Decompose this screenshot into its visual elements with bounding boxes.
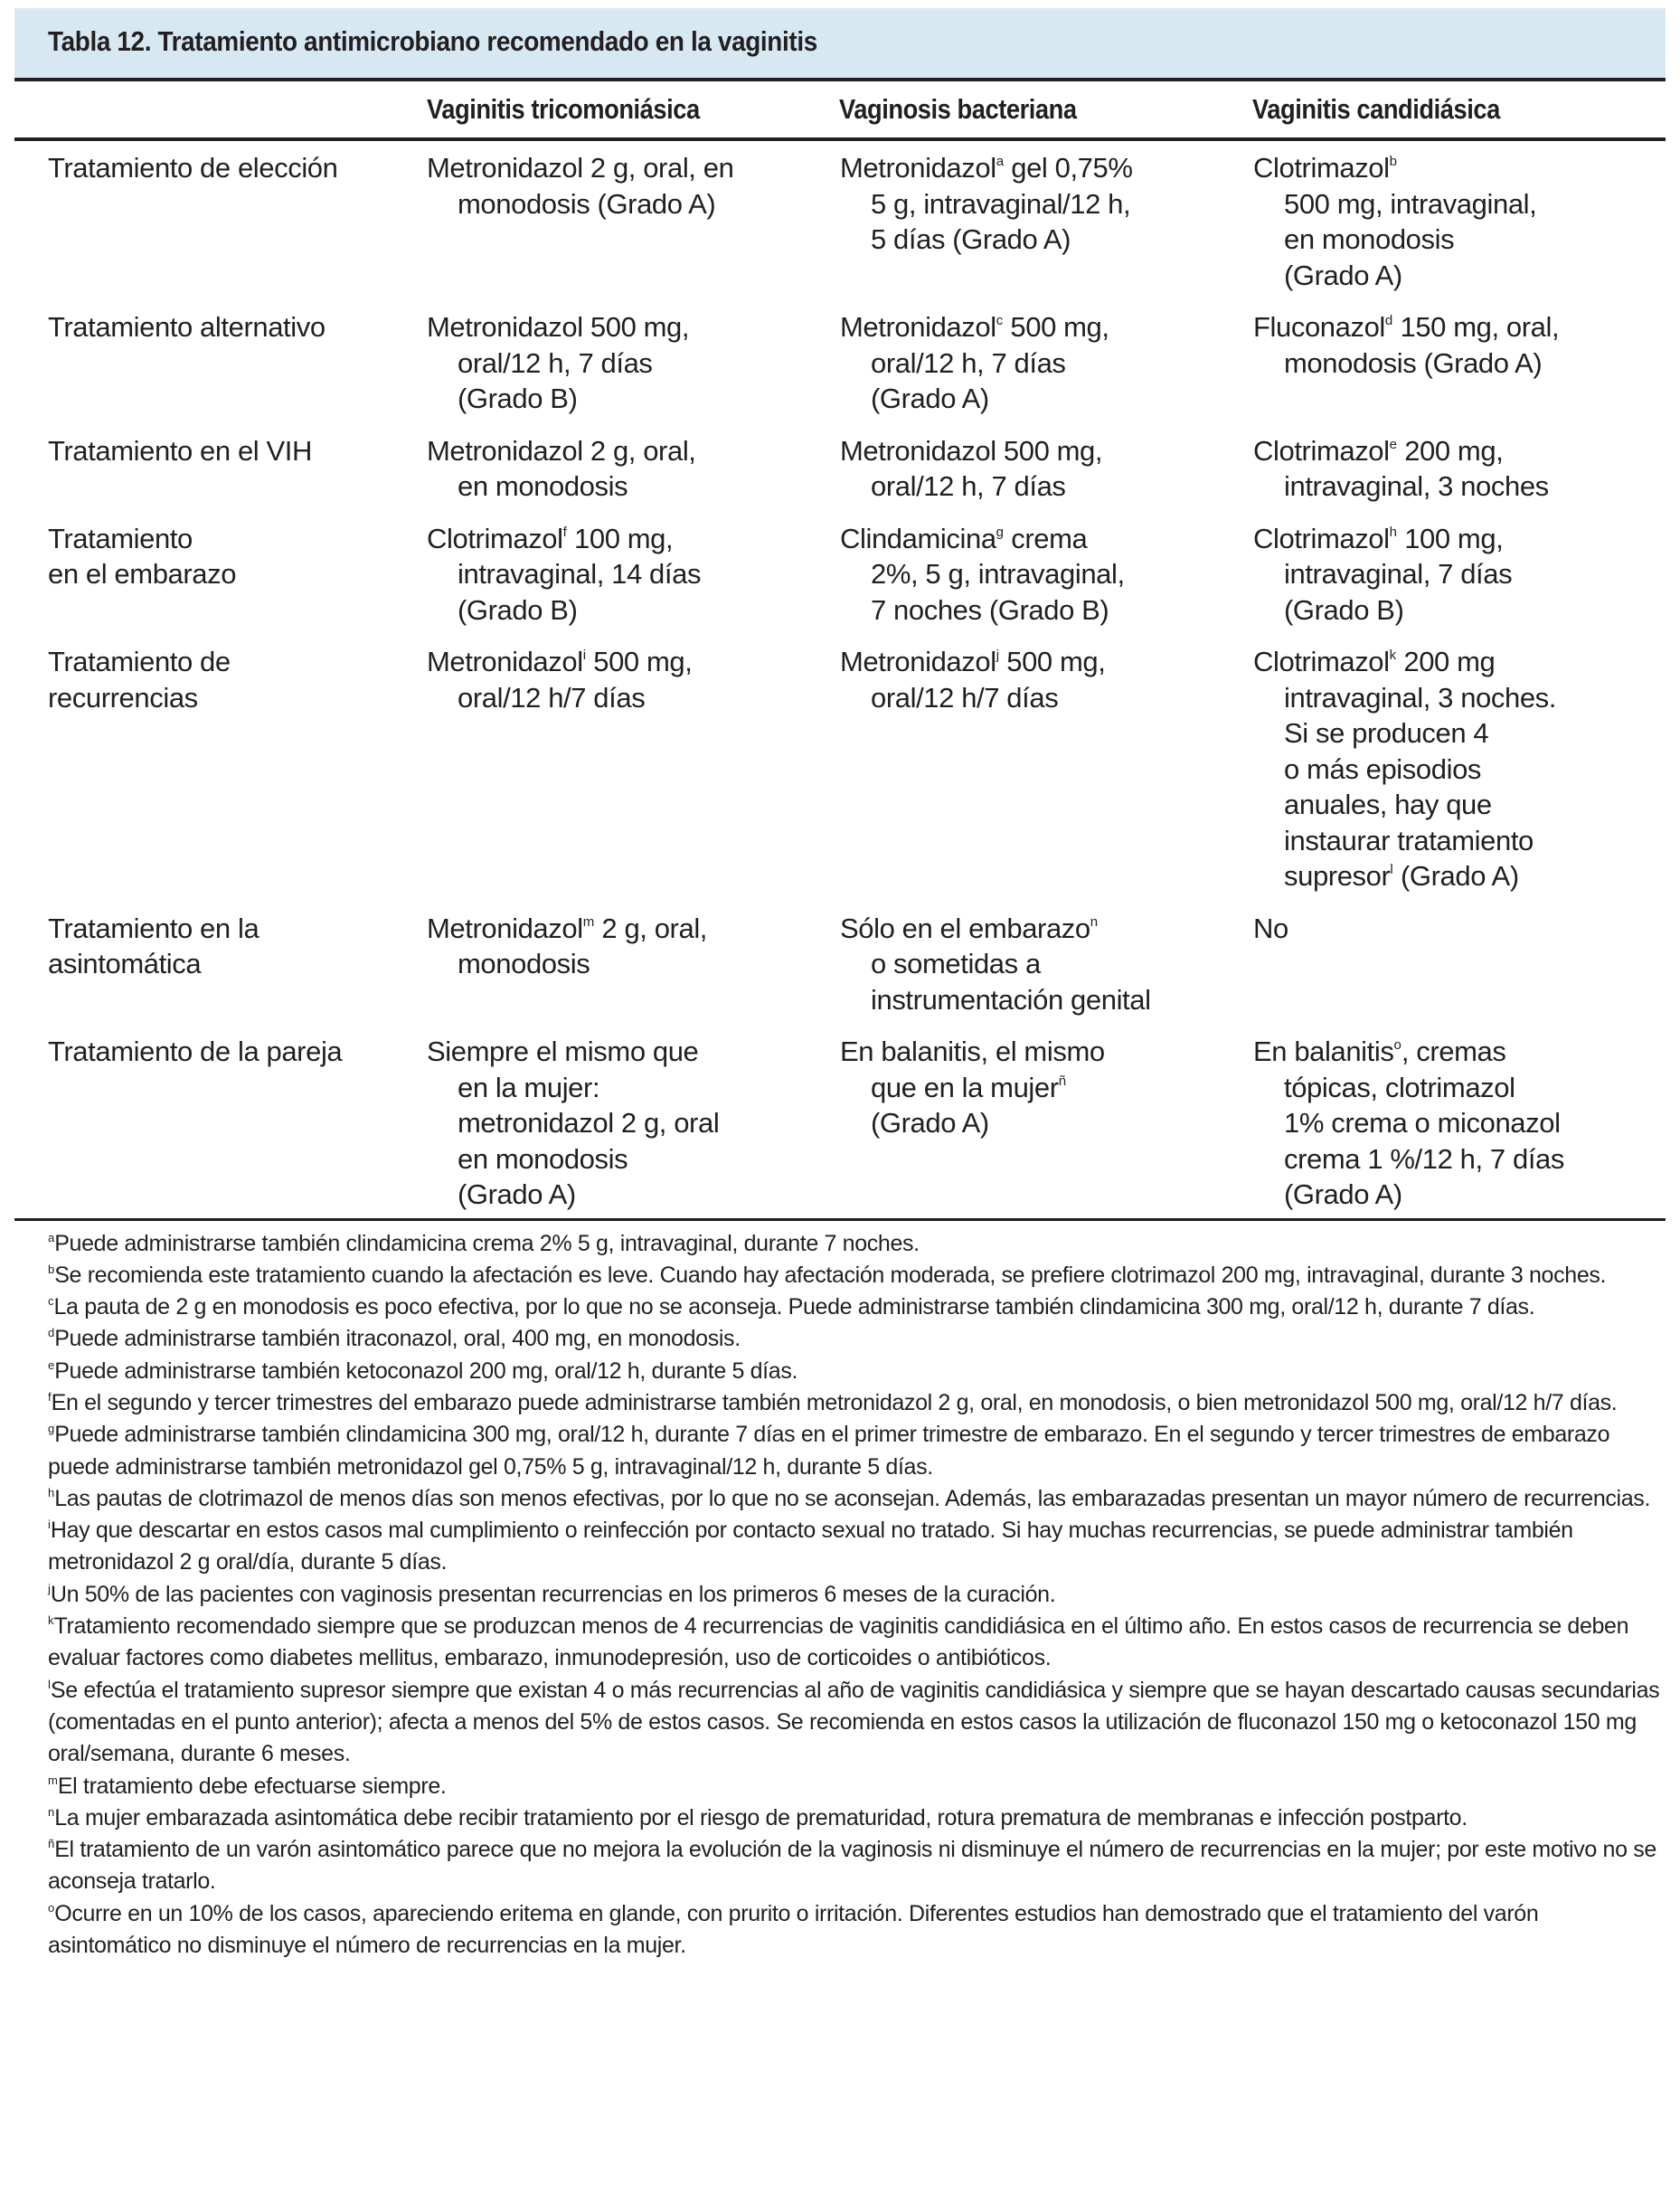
cell-line bbox=[840, 222, 1251, 258]
row-label-line: Tratamiento en el VIH bbox=[48, 434, 312, 467]
cell-text: Metronidazol bbox=[427, 646, 583, 677]
footnote-text: Tratamiento recomendado siempre que se produzcan menos de 4 recurrencias de vaginitis candidiásica en el último año. En estos casos de recurrencia se deben evaluar factores como diabetes mellitus, embarazo, inmunodepresión, uso de corticoides o antibióticos. bbox=[48, 1613, 1629, 1671]
cell-line bbox=[427, 521, 838, 557]
footnote-marker: g bbox=[48, 1422, 55, 1436]
footnote-marker: c bbox=[996, 313, 1004, 328]
row-label bbox=[14, 300, 427, 424]
cell-line bbox=[1253, 345, 1665, 382]
cell-line bbox=[1253, 309, 1665, 345]
cell-text: 1% crema o miconazol bbox=[1284, 1107, 1561, 1139]
footnote-marker: ñ bbox=[48, 1837, 55, 1851]
table-title: Tabla 12. Tratamiento antimicrobiano recomendado en la vaginitis bbox=[48, 24, 817, 57]
cell-text: 2%, 5 g, intravaginal, bbox=[871, 558, 1125, 590]
footnote bbox=[48, 1834, 1666, 1898]
cell-text-after: 200 mg, bbox=[1396, 434, 1504, 467]
cell-line bbox=[427, 680, 838, 716]
cell-line bbox=[840, 644, 1251, 680]
footnote-marker: n bbox=[1090, 913, 1099, 930]
cell-line bbox=[427, 186, 838, 222]
cell-line bbox=[1253, 1034, 1665, 1070]
cell-line bbox=[1253, 787, 1665, 823]
column-header-candida: Vaginitis candidiásica bbox=[1252, 81, 1666, 139]
cell-line bbox=[1253, 521, 1665, 557]
row-label-line: Tratamiento de la pareja bbox=[48, 1036, 343, 1067]
footnote-text: La mujer embarazada asintomática debe recibir tratamiento por el riesgo de prematuridad, rotura prematura de membranas e infección postparto. bbox=[54, 1804, 1468, 1830]
cell-text-after: 500 mg, bbox=[999, 646, 1106, 677]
cell-line bbox=[840, 309, 1251, 345]
table-title-band bbox=[14, 8, 1666, 81]
cell-text: supresor bbox=[1284, 860, 1391, 892]
treatment-table bbox=[14, 81, 1666, 1221]
column-header-empty bbox=[14, 81, 427, 139]
footnote-marker: d bbox=[48, 1326, 55, 1340]
cell-line bbox=[427, 150, 838, 186]
cell-text-after: 100 mg, bbox=[1396, 522, 1504, 554]
cell-line bbox=[1253, 433, 1665, 469]
cell-text: Clotrimazol bbox=[1253, 646, 1390, 677]
cell-line bbox=[1253, 556, 1665, 592]
cell-text: Clotrimazol bbox=[1253, 152, 1390, 184]
cell-text-after: 100 mg, bbox=[566, 522, 674, 554]
cell-text: (Grado A) bbox=[1284, 259, 1402, 291]
cell-line bbox=[427, 309, 838, 345]
cell-line bbox=[1253, 468, 1665, 505]
footnote-marker: o bbox=[1393, 1037, 1402, 1053]
cell-line bbox=[427, 592, 838, 629]
footnote-marker: b bbox=[1389, 154, 1397, 169]
footnotes bbox=[14, 1221, 1666, 1963]
footnote-marker: f bbox=[562, 524, 567, 540]
cell-bacterial-vaginosis bbox=[839, 1025, 1252, 1219]
cell-text: en monodosis bbox=[458, 470, 628, 502]
cell-text: Clindamicina bbox=[840, 522, 996, 554]
cell-bacterial-vaginosis bbox=[839, 424, 1252, 512]
cell-text: 500 mg, intravaginal, bbox=[1284, 187, 1537, 220]
table-document bbox=[14, 8, 1666, 1962]
cell-text: en monodosis bbox=[1284, 223, 1455, 255]
footnote-text: Se recomienda este tratamiento cuando la afectación es leve. Cuando hay afectación moderada, se prefiere clotrimazol 200 mg, intravaginal, durante 3 noches. bbox=[54, 1262, 1607, 1288]
cell-text: Metronidazol bbox=[427, 912, 583, 944]
footnote-text: La pauta de 2 g en monodosis es poco efectiva, por lo que no se aconseja. Puede administrarse también clindamicina 300 mg, oral/12 h, durante 7 días. bbox=[53, 1294, 1535, 1320]
cell-text: intravaginal, 7 días bbox=[1284, 558, 1513, 590]
cell-text: anuales, hay que bbox=[1284, 789, 1492, 820]
cell-line bbox=[427, 644, 838, 680]
cell-trichomonas bbox=[427, 424, 839, 512]
cell-text: (Grado A) bbox=[1284, 1178, 1402, 1210]
cell-text-after: 500 mg, bbox=[1003, 311, 1109, 343]
cell-text: Sólo en el embarazo bbox=[840, 912, 1090, 944]
footnote-marker: n bbox=[48, 1804, 55, 1819]
column-header-bacterial-vaginosis: Vaginosis bacteriana bbox=[839, 81, 1252, 139]
cell-line bbox=[840, 1105, 1251, 1141]
cell-line bbox=[840, 186, 1251, 222]
cell-line bbox=[1253, 1177, 1665, 1213]
cell-text: intravaginal, 3 noches bbox=[1284, 470, 1549, 502]
cell-text-after: gel 0,75% bbox=[1004, 152, 1133, 184]
table-row bbox=[14, 902, 1666, 1026]
cell-text: (Grado B) bbox=[1284, 593, 1404, 626]
cell-text: en la mujer: bbox=[458, 1071, 600, 1103]
row-label bbox=[14, 139, 427, 300]
cell-line bbox=[427, 1141, 838, 1178]
footnote-marker: b bbox=[48, 1262, 55, 1276]
cell-text: Si se producen 4 bbox=[1284, 717, 1489, 749]
footnote bbox=[48, 1675, 1666, 1771]
footnote-text: Puede administrarse también clindamicina 300 mg, oral/12 h, durante 7 días en el primer trimestre de embarazo. En el segundo y tercer trimestres de embarazo puede administrarse también metronidazol gel 0,75% 5 g, intravaginal/12 h, durante 5 días. bbox=[48, 1422, 1610, 1480]
cell-line bbox=[840, 468, 1251, 505]
cell-text: Fluconazol bbox=[1253, 311, 1385, 343]
footnote-text: Se efectúa el tratamiento supresor siempre que existan 4 o más recurrencias al año de vaginitis candidiásica y siempre que se hayan descartado causas secundarias (comentadas en el punto anterior); afecta a menos del 5% de estos casos. Se recomienda en estos casos la utilización de fluconazol 150 mg o ketoconazol 150 mg oral/semana, durante 6 meses. bbox=[48, 1677, 1660, 1767]
cell-text-after: 500 mg, bbox=[586, 646, 693, 677]
cell-line bbox=[1253, 1070, 1665, 1106]
footnote-text: Hay que descartar en estos casos mal cumplimiento o reinfección por contacto sexual no tratado. Si hay muchas recurrencias, se puede administrar también metronidazol 2 g oral/día, durante 5 días. bbox=[48, 1518, 1573, 1575]
cell-line bbox=[840, 592, 1251, 629]
footnote-marker: m bbox=[582, 913, 595, 930]
row-label-line: asintomática bbox=[48, 948, 202, 979]
row-label-line: Tratamiento alternativo bbox=[48, 311, 326, 343]
cell-line bbox=[427, 468, 838, 505]
cell-line bbox=[1253, 911, 1665, 947]
cell-trichomonas bbox=[427, 1025, 839, 1219]
footnote bbox=[48, 1291, 1666, 1323]
row-label bbox=[14, 424, 427, 512]
footnote-marker: o bbox=[48, 1900, 55, 1915]
row-label-line: Tratamiento bbox=[48, 522, 193, 554]
footnote bbox=[48, 1228, 1666, 1260]
cell-line bbox=[427, 433, 838, 469]
column-header-trichomonas: Vaginitis tricomoniásica bbox=[427, 81, 839, 139]
cell-line bbox=[840, 345, 1251, 382]
footnote-marker: i bbox=[582, 648, 587, 663]
footnote-marker: l bbox=[48, 1677, 51, 1691]
row-label-line: Tratamiento de elección bbox=[48, 152, 338, 184]
footnote bbox=[48, 1356, 1666, 1387]
cell-text: En balanitis, el mismo bbox=[840, 1036, 1105, 1067]
table-row bbox=[14, 512, 1666, 636]
cell-text: Metronidazol 2 g, oral, en bbox=[427, 152, 734, 184]
cell-line bbox=[1253, 823, 1665, 859]
cell-line bbox=[1253, 222, 1665, 258]
cell-text: crema 1 %/12 h, 7 días bbox=[1284, 1142, 1564, 1175]
cell-text: Siempre el mismo que bbox=[427, 1036, 699, 1067]
cell-text-after: 150 mg, oral, bbox=[1392, 311, 1560, 343]
footnote bbox=[48, 1898, 1666, 1963]
cell-text: oral/12 h/7 días bbox=[458, 681, 646, 714]
footnote-marker: h bbox=[1389, 524, 1397, 540]
cell-text: Clotrimazol bbox=[1253, 434, 1390, 467]
cell-text: oral/12 h, 7 días bbox=[871, 346, 1066, 379]
cell-bacterial-vaginosis bbox=[839, 512, 1252, 636]
cell-line bbox=[1253, 1141, 1665, 1178]
cell-bacterial-vaginosis bbox=[839, 902, 1252, 1026]
cell-trichomonas bbox=[427, 635, 839, 902]
cell-text: Metronidazol bbox=[840, 646, 996, 677]
cell-line bbox=[1253, 752, 1665, 788]
cell-line bbox=[427, 556, 838, 592]
cell-line bbox=[1253, 258, 1665, 294]
cell-line bbox=[427, 1034, 838, 1070]
cell-text: monodosis (Grado A) bbox=[1284, 346, 1543, 379]
cell-trichomonas bbox=[427, 512, 839, 636]
footnote bbox=[48, 1802, 1666, 1834]
footnote bbox=[48, 1323, 1666, 1355]
cell-line bbox=[1253, 150, 1665, 186]
cell-text: oral/12 h, 7 días bbox=[458, 346, 653, 379]
cell-text: Metronidazol bbox=[840, 311, 996, 343]
cell-line bbox=[427, 381, 838, 417]
footnote-marker: a bbox=[996, 154, 1005, 169]
cell-line bbox=[427, 946, 838, 982]
footnote-marker: h bbox=[48, 1485, 55, 1499]
cell-candida bbox=[1252, 635, 1666, 902]
cell-bacterial-vaginosis bbox=[839, 139, 1252, 300]
table-row bbox=[14, 1025, 1666, 1219]
footnote-marker: g bbox=[996, 524, 1005, 540]
footnote-text: Puede administrarse también clindamicina crema 2% 5 g, intravaginal, durante 7 noches. bbox=[54, 1230, 920, 1256]
cell-line bbox=[427, 1177, 838, 1213]
cell-candida bbox=[1252, 139, 1666, 300]
cell-candida bbox=[1252, 1025, 1666, 1219]
table-row bbox=[14, 139, 1666, 300]
row-label-line: recurrencias bbox=[48, 681, 198, 714]
cell-bacterial-vaginosis bbox=[839, 300, 1252, 424]
cell-text: Clotrimazol bbox=[1253, 522, 1390, 554]
cell-line bbox=[840, 982, 1251, 1018]
cell-line bbox=[840, 680, 1251, 716]
footnote-text: Puede administrarse también itraconazol, oral, 400 mg, en monodosis. bbox=[54, 1326, 741, 1352]
cell-line bbox=[1253, 1105, 1665, 1141]
footnote-marker: c bbox=[48, 1294, 54, 1309]
cell-line bbox=[1253, 858, 1665, 894]
row-label-line: Tratamiento de bbox=[48, 646, 231, 677]
cell-line bbox=[840, 381, 1251, 417]
table-row bbox=[14, 635, 1666, 902]
cell-text: que en la mujer bbox=[871, 1071, 1059, 1103]
cell-text: Metronidazol 2 g, oral, bbox=[427, 434, 696, 467]
footnote-text: Las pautas de clotrimazol de menos días son menos efectivas, por lo que no se aconsejan. Además, las embarazadas presentan un mayor número de recurrencias. bbox=[54, 1485, 1651, 1511]
footnote bbox=[48, 1260, 1666, 1291]
cell-text: No bbox=[1253, 912, 1288, 944]
cell-text: oral/12 h/7 días bbox=[871, 681, 1059, 714]
footnote-text: En el segundo y tercer trimestres del embarazo puede administrarse también metronidazol 2 g, oral, en monodosis, o bien metronidazol 500 mg, oral/12 h/7 días. bbox=[51, 1389, 1618, 1415]
cell-candida bbox=[1252, 512, 1666, 636]
footnote bbox=[48, 1387, 1666, 1419]
cell-bacterial-vaginosis bbox=[839, 635, 1252, 902]
cell-line bbox=[840, 1070, 1251, 1106]
footnote-marker: ñ bbox=[1058, 1073, 1067, 1089]
table-header-row bbox=[14, 81, 1666, 139]
footnote bbox=[48, 1579, 1666, 1611]
footnote-marker: e bbox=[1389, 436, 1397, 452]
cell-text-after: crema bbox=[1004, 522, 1088, 554]
row-label bbox=[14, 635, 427, 902]
cell-text: monodosis (Grado A) bbox=[458, 187, 716, 220]
cell-line bbox=[1253, 592, 1665, 629]
cell-line bbox=[427, 345, 838, 382]
footnote-marker: d bbox=[1384, 313, 1393, 328]
footnote-marker: j bbox=[48, 1581, 51, 1595]
footnote-text: El tratamiento debe efectuarse siempre. bbox=[57, 1773, 447, 1799]
cell-text: Metronidazol 500 mg, bbox=[840, 434, 1103, 467]
cell-text: instaurar tratamiento bbox=[1284, 824, 1534, 856]
cell-text-after: (Grado A) bbox=[1392, 860, 1519, 892]
footnote-marker: m bbox=[48, 1773, 58, 1787]
cell-text: (Grado B) bbox=[458, 383, 578, 414]
footnote-marker: k bbox=[1389, 648, 1397, 663]
cell-line bbox=[840, 433, 1251, 469]
table-body bbox=[14, 139, 1666, 1219]
footnote bbox=[48, 1419, 1666, 1483]
row-label bbox=[14, 512, 427, 636]
cell-text: Metronidazol bbox=[840, 152, 996, 184]
cell-text: 5 días (Grado A) bbox=[871, 223, 1071, 255]
cell-line bbox=[427, 911, 838, 947]
cell-text: (Grado A) bbox=[458, 1178, 576, 1210]
cell-text: metronidazol 2 g, oral bbox=[458, 1107, 720, 1139]
cell-text: en monodosis bbox=[458, 1142, 628, 1175]
table-row bbox=[14, 300, 1666, 424]
table-row bbox=[14, 424, 1666, 512]
footnote-marker: i bbox=[48, 1518, 51, 1532]
cell-text: intravaginal, 14 días bbox=[458, 558, 702, 590]
cell-line bbox=[1253, 715, 1665, 752]
cell-text: o sometidas a bbox=[871, 948, 1041, 979]
cell-candida bbox=[1252, 902, 1666, 1026]
cell-text: 5 g, intravaginal/12 h, bbox=[871, 187, 1131, 220]
footnote-marker: e bbox=[48, 1357, 55, 1372]
footnote-marker: l bbox=[1390, 862, 1393, 877]
cell-line bbox=[1253, 644, 1665, 680]
cell-candida bbox=[1252, 424, 1666, 512]
cell-text-after: 2 g, oral, bbox=[594, 912, 708, 944]
cell-text: o más episodios bbox=[1284, 752, 1482, 785]
footnote-marker: f bbox=[48, 1389, 52, 1404]
cell-text: intravaginal, 3 noches. bbox=[1284, 681, 1556, 714]
row-label bbox=[14, 1025, 427, 1219]
row-label bbox=[14, 902, 427, 1026]
cell-line bbox=[840, 1034, 1251, 1070]
footnote-marker: k bbox=[48, 1613, 54, 1628]
footnote-text: Un 50% de las pacientes con vaginosis presentan recurrencias en los primeros 6 meses de la curación. bbox=[50, 1581, 1056, 1607]
cell-trichomonas bbox=[427, 300, 839, 424]
cell-line bbox=[427, 1070, 838, 1106]
cell-text-after: 200 mg bbox=[1396, 646, 1496, 677]
footnote-text: Ocurre en un 10% de los casos, apareciendo eritema en glande, con prurito o irritación. Diferentes estudios han demostrado que el tratamiento del varón asintomático no disminuye el número de recurrencias en la mujer. bbox=[48, 1900, 1539, 1959]
cell-line bbox=[427, 1105, 838, 1141]
cell-text: (Grado A) bbox=[871, 1107, 989, 1139]
cell-text: Clotrimazol bbox=[427, 522, 563, 554]
footnote bbox=[48, 1611, 1666, 1675]
cell-text: monodosis bbox=[458, 948, 590, 979]
row-label-line: en el embarazo bbox=[48, 558, 237, 590]
footnote-marker: j bbox=[996, 648, 1000, 663]
footnote-text: Puede administrarse también ketoconazol 200 mg, oral/12 h, durante 5 días. bbox=[54, 1357, 798, 1384]
cell-trichomonas bbox=[427, 139, 839, 300]
cell-text: (Grado A) bbox=[871, 383, 989, 414]
row-label-line: Tratamiento en la bbox=[48, 912, 260, 944]
footnote bbox=[48, 1483, 1666, 1515]
cell-line bbox=[840, 556, 1251, 592]
cell-text: oral/12 h, 7 días bbox=[871, 470, 1066, 502]
cell-text: 7 noches (Grado B) bbox=[871, 593, 1109, 626]
cell-line bbox=[840, 521, 1251, 557]
cell-line bbox=[1253, 186, 1665, 222]
cell-text: tópicas, clotrimazol bbox=[1284, 1071, 1515, 1103]
cell-line bbox=[840, 911, 1251, 947]
cell-line bbox=[1253, 680, 1665, 716]
cell-text: En balanitis bbox=[1253, 1036, 1394, 1067]
footnote bbox=[48, 1771, 1666, 1802]
cell-trichomonas bbox=[427, 902, 839, 1026]
cell-line bbox=[840, 946, 1251, 982]
cell-text-after: , cremas bbox=[1401, 1036, 1506, 1067]
cell-text: Metronidazol 500 mg, bbox=[427, 311, 690, 343]
cell-text: instrumentación genital bbox=[871, 983, 1151, 1016]
footnote bbox=[48, 1515, 1666, 1579]
cell-candida bbox=[1252, 300, 1666, 424]
footnote-text: El tratamiento de un varón asintomático parece que no mejora la evolución de la vaginosis ni disminuye el número de recurrencias en la mujer; por este motivo no se aconseja tratarlo. bbox=[48, 1837, 1656, 1895]
cell-line bbox=[840, 150, 1251, 186]
footnote-marker: a bbox=[48, 1230, 55, 1244]
cell-text: (Grado B) bbox=[458, 593, 578, 626]
